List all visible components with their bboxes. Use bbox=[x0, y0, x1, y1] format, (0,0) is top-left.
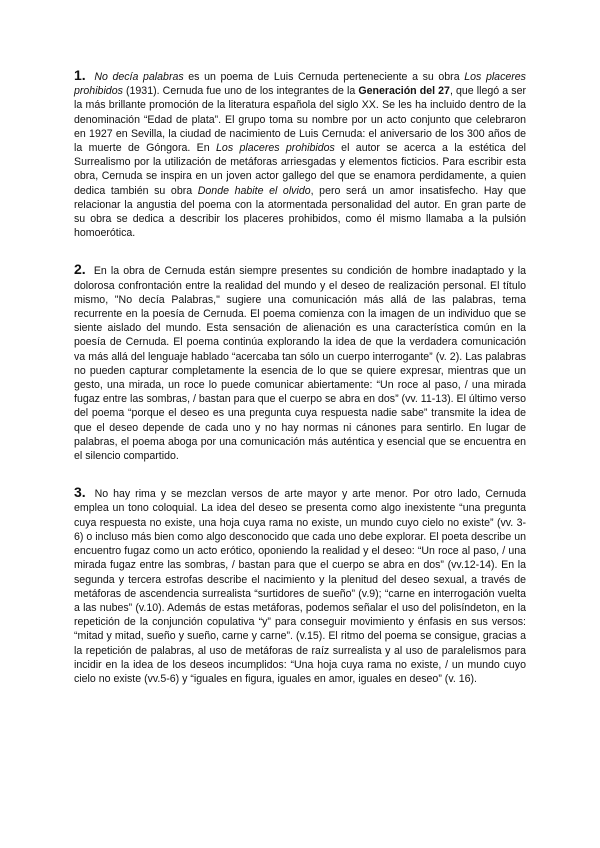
paragraph-number: 1. bbox=[74, 67, 86, 83]
text-run-italic: Los placeres prohibidos bbox=[74, 71, 526, 98]
paragraph-number: 3. bbox=[74, 484, 86, 501]
text-run-italic: No decía palabras bbox=[94, 71, 184, 83]
text-run: , que llegó a ser la más brillante promoción de la literatura española del siglo XX. Se les ha incluido dentro de la denominación “Edad de plata”. El grupo toma su nombre por un acto conjunto que celebraron en 1927 en Sevilla, la ciudad de nacimiento de Luis Cernuda: el aniversario de los 300 años de la muerte de Góngora. En bbox=[74, 85, 526, 155]
text-run: es un poema de Luis Cernuda perteneciente a su obra bbox=[183, 71, 465, 83]
document-body bbox=[74, 68, 526, 706]
paragraph-number: 2. bbox=[74, 261, 86, 278]
text-run: el autor se acerca a la estética del Surrealismo por la utilización de metáforas arriesgadas y elementos ficticios. Para escribir esta obra, Cernuda se inspira en un joven actor gallego del que se enamora perdidamente, a quien dedica también su obra bbox=[74, 142, 526, 197]
text-run: (1931). Cernuda fue uno de los integrantes de la bbox=[122, 85, 359, 98]
text-run: En la obra de Cernuda están siempre presentes su condición de hombre inadaptado y la dolorosa confrontación entre la realidad del mundo y el deseo de realización personal. El título mismo, "No decía Palabras," sugiere una comunicación más allá de las palabras, tema recurrente en la poesía de Cernuda. El poema comienza con la imagen de un individuo que se siente aislado del mundo. Esta sensación de alienación es una característica común en la poesía de Cernuda. El poema continúa explorando la idea de que la verdadera comunicación va más allá del lenguaje hablado “acercaba tan sólo un cuerpo interrogante” (v. 2). Las palabras no pueden capturar completamente la esencia de lo que se quiere expresar, mientras que un gesto, una mirada, un roce lo puede comunicar abiertamente: “Un roce al paso, / una mirada fugaz entre las sombras, / bastan para que el cuerpo se abra en dos” (vv. 11-13). El último verso del poema “porque el deseo es una pregunta cuya respuesta nadie sabe” transmite la idea de que el deseo depende de cada uno y no hay normas ni cánones para sentirlo. En lugar de palabras, el poema aboga por una comunicación más auténtica y esencial que se encuentra en el silencio compartido. bbox=[74, 265, 526, 463]
paragraph-3 bbox=[74, 485, 526, 686]
paragraph-2 bbox=[74, 262, 526, 463]
text-run-italic: Los placeres prohibidos bbox=[216, 142, 335, 155]
text-run: No hay rima y se mezclan versos de arte mayor y arte menor. Por otro lado, Cernuda emplea un tono coloquial. La idea del deseo se presenta como algo inexistente “una pregunta cuya respuesta no existe, una hoja cuya rama no existe, un mundo cuyo cielo no existe” (vv. 3-6) o incluso más bien como algo desconocido que cada uno debe explorar. El poeta describe un encuentro fugaz como un acto erótico, oponiendo la realidad y el deseo: “Un roce al paso, / una mirada fugaz entre las sombras, / bastan para que el cuerpo se abra en dos” (vv.12-14). En la segunda y tercera estrofas describe el nacimiento y la plenitud del deseo sexual, a través de metáforas de ascendencia surrealista “surtidores de sueño” (v.9); “carne en interrogación vuelta a las nubes” (v.10). Además de estas metáforas, podemos señalar el uso del polisíndeton, en la repetición de la conjunción copulativa “y” para conseguir movimiento y énfasis en sus versos: “mitad y mitad, sueño y sueño, carne y carne”. (v.15). El ritmo del poema se consigue, gracias a la repetición de palabras, al uso de metáforas de raíz surrealista y al uso de paralelismos para incidir en la idea de los deseos incumplidos: “Una hoja cuya rama no existe, / un mundo cuyo cielo no existe (vv.5-6) y “iguales en figura, iguales en amor, iguales en deseo” (v. 16). bbox=[74, 488, 526, 685]
text-run-italic: Donde habite el olvido bbox=[197, 184, 311, 197]
paragraph-1 bbox=[74, 68, 526, 240]
text-run-bold: Generación del 27 bbox=[358, 85, 450, 98]
text-run: , pero será un amor insatisfecho. Hay que relacionar la angustia del poema con la atormentada personalidad del autor. En gran parte de su obra se dedica a describir los placeres prohibidos, como él mismo llamaba a la pulsión homoerótica. bbox=[74, 184, 526, 240]
